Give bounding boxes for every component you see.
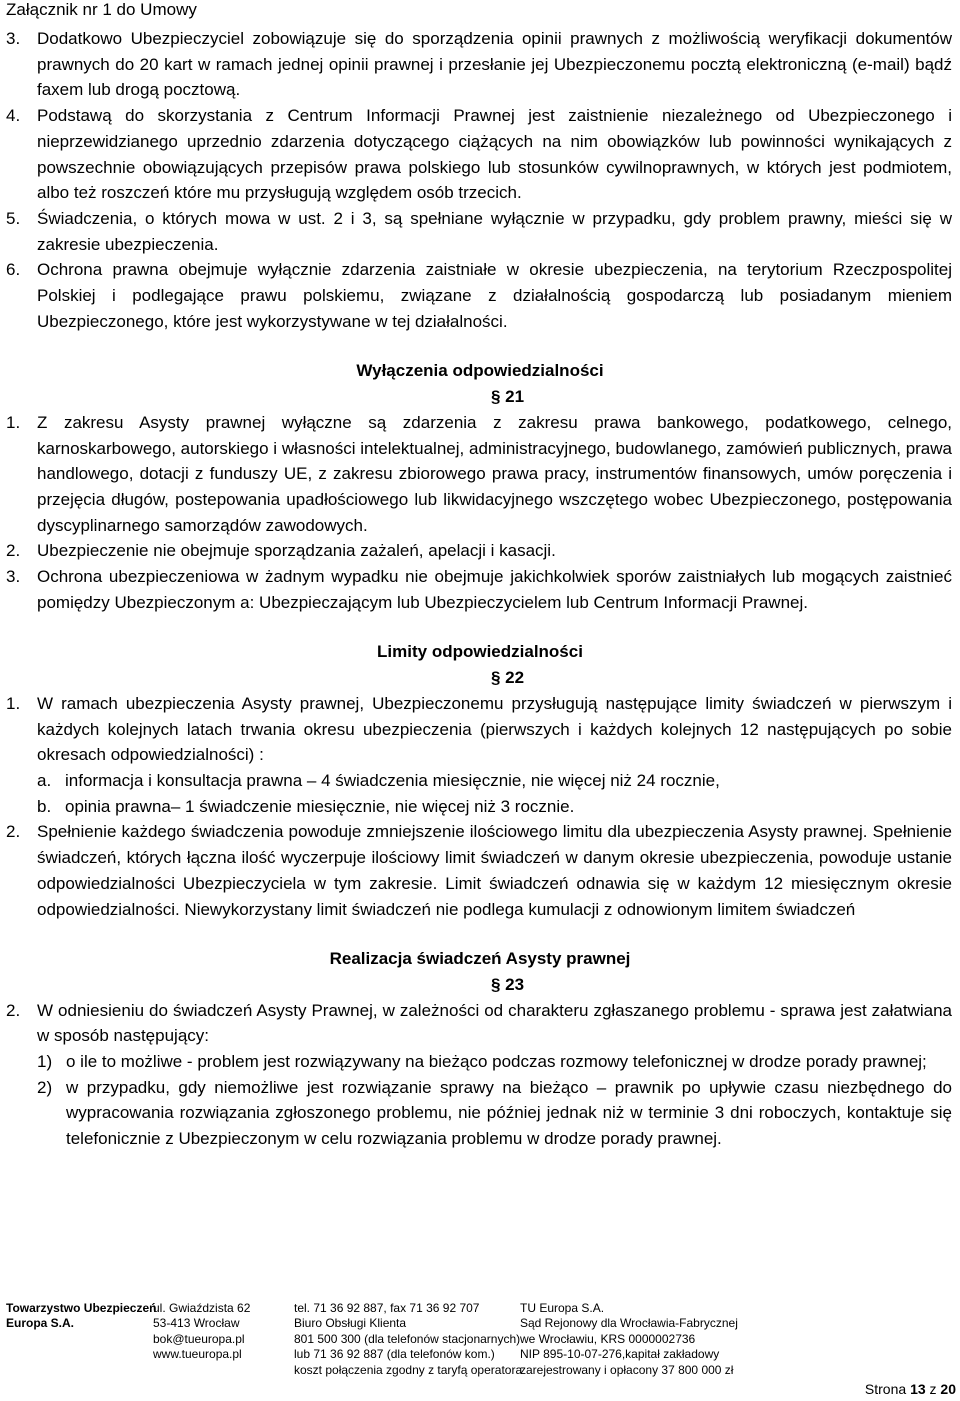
section-21-heading: Wyłączenia odpowiedzialności: [356, 361, 604, 381]
realization-2: [0, 998, 960, 1049]
subclause-letter: a.: [37, 770, 52, 790]
company-name-line: Europa S.A.: [6, 1316, 75, 1331]
current-page: 13: [910, 1381, 926, 1397]
clause-3: [0, 26, 960, 103]
registry-line: TU Europa S.A.: [520, 1301, 605, 1315]
footer-address: [153, 1301, 250, 1363]
clause-text: Podstawą do skorzystania z Centrum Informacji Prawnej jest zaistnienie niezależnego od Ubezpieczonego i nieprzewidzianego uprzednio zdarzenia dotyczącego ciążących na nim obowiązków lub powinności wynikających z powszechnie obowiązujących przepisów prawa polskiego lub stosunków cywilnoprawnych, w których jest podmiotem, albo też roszczeń które mu przysługują względem osób trzecich.: [37, 106, 952, 203]
footer-contact: [294, 1301, 522, 1378]
subclause-letter: b.: [37, 796, 52, 816]
section-23-number: § 23: [490, 974, 525, 994]
clause-text: Spełnienie każdego świadczenia powoduje zmniejszenie ilościowego limitu dla ubezpieczenia Asysty prawnej. Spełnienie świadczeń, których łączna ilość wyczerpuje ilościowy limit świadczeń w danym okresie ubezpieczenia, powoduje ustanie odpowiedzialności Ubezpieczyciela w tym zakresie. Limit świadczeń odnawia się w każdym 12 miesięcznym okresie odpowiedzialności. Niewykorzystany limit świadczeń nie podlega kumulacji z odnowionym limitem świadczeń: [37, 822, 952, 919]
clause-text: Dodatkowo Ubezpieczyciel zobowiązuje się do sporządzenia opinii prawnych z możliwością weryfikacji dokumentów prawnych do 20 kart w ramach jednej opinii prawnej i przesłanie jej Ubezpieczonemu pocztą elektroniczną (e-mail) bądź faxem lub drogą pocztową.: [37, 29, 952, 100]
clause-number: 5.: [6, 208, 21, 228]
clause-number: 4.: [6, 106, 21, 126]
limit-1: [0, 691, 960, 768]
clause-4: [0, 103, 960, 206]
section-23-heading: Realizacja świadczeń Asysty prawnej: [329, 949, 631, 969]
section-22-number: § 22: [490, 668, 525, 688]
clause-5: [0, 206, 960, 257]
clause-number: 1.: [6, 693, 21, 713]
annex-title: Załącznik nr 1 do Umowy: [6, 0, 197, 19]
limit-1-b: [0, 794, 960, 820]
total-pages: 20: [940, 1381, 956, 1397]
footer-registry: [520, 1301, 738, 1378]
email-address: bok@tueuropa.pl: [153, 1331, 245, 1346]
page-separator: z: [929, 1381, 937, 1397]
street-address: ul. Gwiaździsta 62: [153, 1301, 251, 1315]
clause-text: Ochrona ubezpieczeniowa w żadnym wypadku nie obejmuje jakichkolwiek sporów zaistniałych lub mogących zaistnieć pomiędzy Ubezpieczonym a: Ubezpieczającym lub Ubezpieczycielem lub Centrum Informacji Prawnej.: [37, 567, 952, 612]
contact-line: 801 500 300 (dla telefonów stacjonarnych): [294, 1331, 521, 1346]
registry-line: we Wrocławiu, KRS 0000002736: [520, 1331, 696, 1346]
realization-2-1: [0, 1049, 960, 1075]
contact-line: tel. 71 36 92 887, fax 71 36 92 707: [294, 1301, 480, 1315]
page-number: [865, 1381, 956, 1397]
subclause-text: informacja i konsultacja prawna – 4 świadczenia miesięcznie, nie więcej niż 24 rocznie,: [65, 770, 720, 790]
document-body: [0, 26, 960, 1152]
footer-company: [6, 1301, 157, 1332]
subclause-text: opinia prawna– 1 świadczenie miesięcznie, nie więcej niż 3 rocznie.: [65, 796, 575, 816]
clause-number: 1.: [6, 412, 21, 432]
clause-number: 2.: [6, 822, 21, 842]
page-label: Strona: [864, 1381, 907, 1397]
list-text: w przypadku, gdy niemożliwe jest rozwiązanie sprawy na bieżąco – prawnik po upływie czasu niezbędnego do wypracowania rozwiązania zgłoszonego problemu, nie później jednak niż w terminie 3 dni roboczych, kontaktuje się telefonicznie z Ubezpieczonym w celu rozwiązania problemu w drodze porady prawnej.: [66, 1077, 952, 1149]
contact-line: lub 71 36 92 887 (dla telefonów kom.): [294, 1347, 495, 1362]
limit-1-a: [0, 768, 960, 794]
clause-number: 6.: [6, 260, 21, 280]
limit-2: [0, 819, 960, 922]
exclusion-2: [0, 538, 960, 564]
clause-number: 3.: [6, 567, 21, 587]
realization-2-2: [0, 1075, 960, 1152]
clause-text: W ramach ubezpieczenia Asysty prawnej, Ubezpieczonemu przysługują następujące limity świadczeń w pierwszym i każdych kolejnych latach trwania okresu ubezpieczenia (pierwszych i każdych kolejnych 12 następujących po sobie okresach odpowiedzialności) :: [37, 693, 952, 765]
contact-line: koszt połączenia zgodny z taryfą operatora: [294, 1362, 523, 1377]
section-21-number: § 21: [490, 387, 525, 407]
list-number: 2): [37, 1077, 53, 1097]
clause-number: 3.: [6, 29, 21, 48]
clause-text: W odniesieniu do świadczeń Asysty Prawnej, w zależności od charakteru zgłaszanego problemu - sprawa jest załatwiana w sposób następujący:: [37, 1000, 952, 1046]
list-number: 1): [37, 1052, 53, 1072]
clause-text: Z zakresu Asysty prawnej wyłączne są zdarzenia z zakresu prawa bankowego, podatkowego, celnego, karnoskarbowego, autorskiego i własności intelektualnej, administracyjnego, budowlanego, zamówień publicznych, prawa handlowego, dotacji z funduszy UE, z zakresu zbiorowego prawa pracy, instrumentów finansowych, umów poręczenia i przejęcia długów, postepowania upadłościowego lub likwidacyjnego wszczętego wobec Ubezpieczonego, postępowania dyscyplinarnego samorządów zawodowych.: [37, 412, 952, 535]
clause-6: [0, 257, 960, 334]
section-intro: [0, 26, 960, 334]
company-name-line: Towarzystwo Ubezpieczeń: [6, 1301, 157, 1315]
registry-line: Sąd Rejonowy dla Wrocławia-Fabrycznej: [520, 1316, 738, 1331]
registry-line: zarejestrowany i opłacony 37 800 000 zł: [520, 1362, 734, 1377]
clause-number: 2.: [6, 1000, 21, 1020]
clause-text: Świadczenia, o których mowa w ust. 2 i 3, są spełniane wyłącznie w przypadku, gdy problem prawny, mieści się w zakresie ubezpieczenia.: [37, 208, 952, 254]
postal-city: 53-413 Wrocław: [153, 1316, 240, 1331]
clause-text: Ochrona prawna obejmuje wyłącznie zdarzenia zaistniałe w okresie ubezpieczenia, na terytorium Rzeczpospolitej Polskiej i podlegające prawu polskiemu, związane z działalnością gospodarczą lub posiadanym mieniem Ubezpieczonego, które jest wykorzystywane w tej działalności.: [37, 260, 952, 331]
registry-line: NIP 895-10-07-276,kapitał zakładowy: [520, 1347, 720, 1362]
contact-line: Biuro Obsługi Klienta: [294, 1316, 407, 1331]
section-22-heading: Limity odpowiedzialności: [377, 642, 583, 662]
list-text: o ile to możliwe - problem jest rozwiązywany na bieżąco podczas rozmowy telefonicznej w drodze porady prawnej;: [66, 1052, 927, 1072]
exclusion-1: [0, 410, 960, 539]
exclusion-3: [0, 564, 960, 615]
clause-number: 2.: [6, 541, 21, 561]
website: www.tueuropa.pl: [153, 1347, 242, 1362]
clause-text: Ubezpieczenie nie obejmuje sporządzania zażaleń, apelacji i kasacji.: [37, 541, 556, 561]
